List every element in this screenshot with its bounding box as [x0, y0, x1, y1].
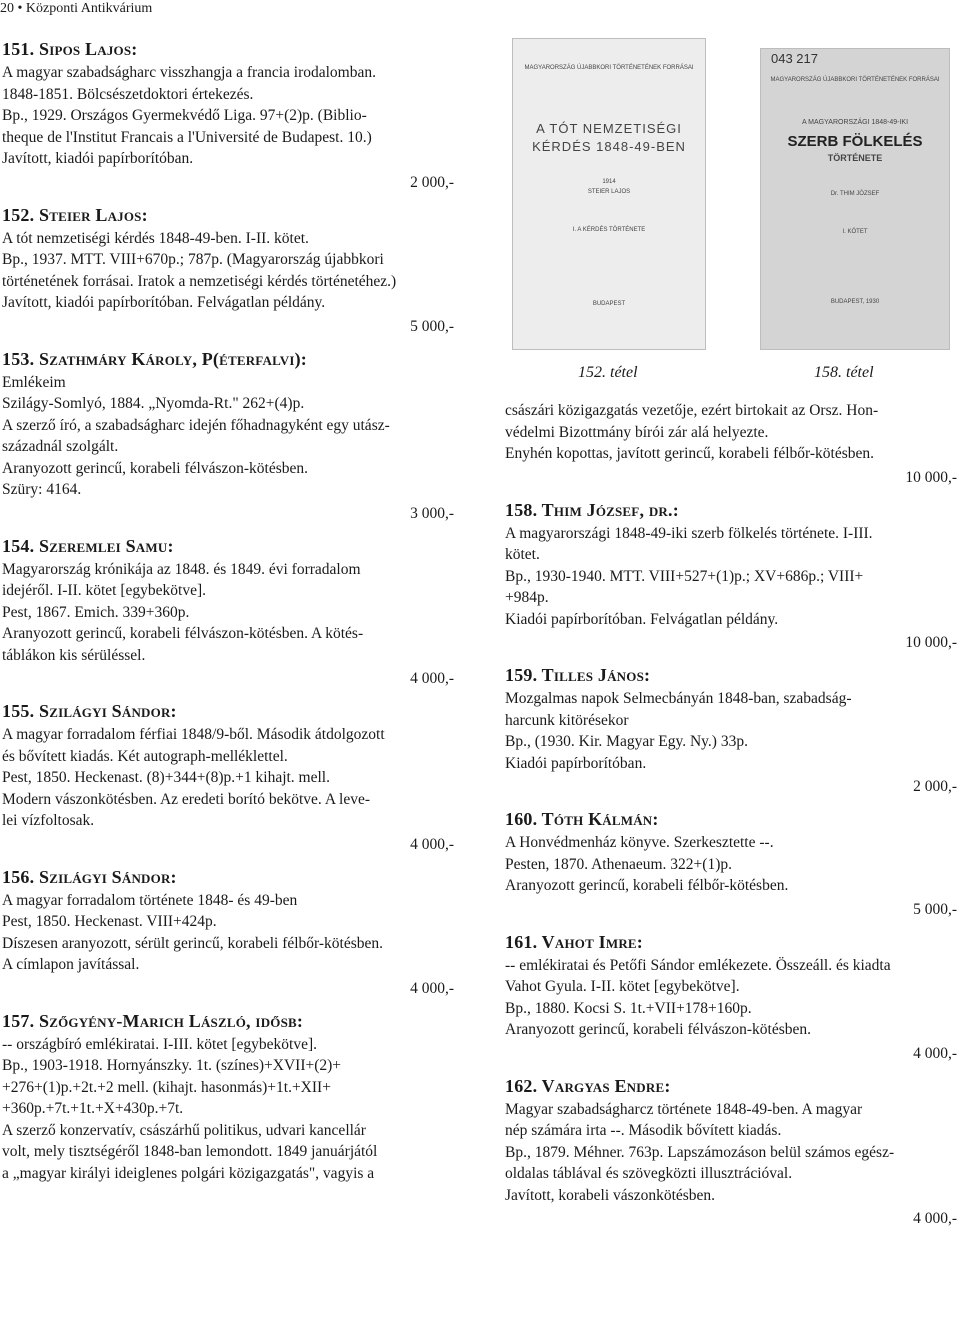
entry-title: 158. Thim József, dr.: — [505, 499, 679, 520]
entry-line: A címlapon javítással. — [2, 956, 140, 973]
entry-title: 162. Vargyas Endre: — [505, 1075, 671, 1096]
entry-line: oldalas táblával és szövegközti illusztrációval. — [505, 1165, 793, 1182]
book-cover-158 — [760, 48, 950, 350]
cover-place: BUDAPEST — [592, 301, 626, 307]
entry-line: Javított, korabeli vászonkötésben. — [505, 1186, 716, 1204]
entry-line: harcunk kitörésekor — [505, 711, 629, 729]
entry-line: Vahot Gyula. I-II. kötet [egybekötve]. — [505, 978, 740, 995]
entry-line: Bp., 1937. MTT. VIII+670p.; 787p. (Magyarország újabbkori — [2, 251, 384, 268]
entry-line: a „magyar királyi ideiglenes polgári közigazgatás", vagyis a — [2, 1164, 375, 1182]
entry-line: védelmi Bizottmány bírói zár alá helyezte. — [505, 423, 769, 441]
entry-line: A magyarországi 1848-49-iki szerb fölkelés története. I-III. — [505, 524, 873, 542]
entry-line: A tót nemzetiségi kérdés 1848-49-ben. I-II. kötet. — [2, 229, 309, 247]
catalog-entry — [2, 535, 454, 691]
cover-sub: I. A KÉRDÉS TÖRTÉNETE — [572, 227, 646, 233]
entry-line: Pest, 1867. Emich. 339+360p. — [2, 603, 190, 621]
entry-line: Pest, 1850. Heckenast. VIII+424p. — [2, 913, 217, 930]
entry-line: Pest, 1850. Heckenast. (8)+344+(8)p.+1 kihajt. mell. — [2, 769, 330, 786]
catalog-entry — [505, 499, 957, 655]
entry-title: 152. Steier Lajos: — [2, 204, 148, 225]
entry-line: A magyar forradalom története 1848- és 49-ben — [2, 891, 298, 909]
entry-line: nép számára irta --. Második bővített kiadás. — [505, 1122, 782, 1139]
entry-line: +984p. — [505, 589, 549, 606]
catalog-entry — [505, 400, 957, 489]
entry-price: 5 000,- — [913, 900, 957, 918]
entry-line: A magyar szabadságharc visszhangja a francia irodalomban. — [2, 64, 376, 81]
entry-line: történetének forrásai. Iratok a nemzetiségi kérdés történetéhez.) — [2, 272, 397, 290]
entry-line: kötet. — [505, 546, 540, 563]
left-column — [2, 38, 454, 1194]
entry-line: Szüry: 4164. — [2, 481, 82, 498]
entry-title: 157. Szőgyény-Marich László, idősb: — [2, 1010, 304, 1031]
entry-line: császári közigazgatás vezetője, ezért birtokait az Orsz. Hon- — [505, 402, 879, 419]
catalog-entry — [505, 931, 957, 1065]
entry-line: volt, mely tisztségéről 1848-ban lemondott. 1849 januárjától — [2, 1143, 378, 1160]
cover-title-1: SZERB FÖLKELÉS — [787, 133, 923, 150]
entry-line: Bp., (1930. Kir. Magyar Egy. Ny.) 33p. — [505, 733, 748, 750]
catalog-entry — [2, 38, 454, 194]
cover-title-2: TÖRTÉNETE — [827, 153, 883, 163]
cover-sub: I. KÖTET — [842, 229, 868, 235]
entry-line: A magyar forradalom férfiai 1848/9-ből. Második átdolgozott — [2, 726, 385, 743]
entry-line: A Honvédmenház könyve. Szerkesztette --. — [505, 834, 774, 851]
entry-line: Magyarország krónikája az 1848. és 1849. évi forradalom — [2, 560, 361, 578]
catalog-entry — [2, 1010, 454, 1185]
entry-line: Bp., 1929. Országos Gyermekvédő Liga. 97+(2)p. (Biblio- — [2, 107, 367, 124]
entry-price: 5 000,- — [410, 317, 454, 335]
caption-158: 158. tétel — [814, 364, 874, 381]
entry-line: Kiadói papírborítóban. Felvágatlan példány. — [505, 610, 779, 628]
entry-price: 4 000,- — [913, 1210, 957, 1227]
entry-line: Aranyozott gerincű, korabeli félvászon-kötésben. — [2, 459, 309, 477]
entry-price: 2 000,- — [410, 173, 454, 191]
entry-price: 4 000,- — [410, 835, 454, 853]
entry-line: Bp., 1930-1940. MTT. VIII+527+(1)p.; XV+686p.; VIII+ — [505, 567, 864, 585]
entry-line: Mozgalmas napok Selmecbányán 1848-ban, szabadság- — [505, 690, 852, 707]
entry-line: -- emlékiratai és Petőfi Sándor emlékezete. Összeáll. és kiadta — [505, 956, 891, 974]
entry-line: 1848-1851. Bölcsészetdoktori értekezés. — [2, 85, 254, 103]
catalog-entry — [2, 348, 454, 525]
cover-title-1: A TÓT NEMZETISÉGI — [536, 121, 682, 136]
entry-line: Díszesen aranyozott, sérült gerincű, korabeli félbőr-kötésben. — [2, 934, 384, 952]
entry-line: Kiadói papírborítóban. — [505, 754, 647, 772]
catalog-entry — [2, 204, 454, 338]
right-column — [505, 400, 957, 1240]
cover-author: STEIER LAJOS — [587, 189, 631, 195]
entry-line: Enyhén kopottas, javított gerincű, korabeli félbőr-kötésben. — [505, 445, 875, 462]
cover-title-0: A MAGYARORSZÁGI 1848-49-IKI — [801, 119, 909, 126]
entry-price: 4 000,- — [410, 979, 454, 997]
entry-price: 10 000,- — [905, 468, 957, 486]
catalog-entry — [505, 1075, 957, 1231]
entry-price: 3 000,- — [410, 504, 454, 522]
entry-line: +360p.+7t.+1t.+X+430p.+7t. — [2, 1100, 184, 1117]
cover-author: Dr. THIM JÓZSEF — [830, 191, 880, 197]
cover-series: MAGYARORSZÁG ÚJABBKORI TÖRTÉNETÉNEK FORRÁSAI — [770, 77, 940, 83]
caption-152: 152. tétel — [578, 364, 638, 381]
entry-title: 154. Szeremlei Samu: — [2, 535, 174, 556]
catalog-entry — [505, 808, 957, 921]
entry-line: Emlékeim — [2, 373, 66, 391]
cover-series: MAGYARORSZÁG ÚJABBKORI TÖRTÉNETÉNEK FORRÁSAI — [524, 65, 694, 71]
entry-line: Aranyozott gerincű, korabeli félbőr-kötésben. — [505, 877, 789, 894]
cover-year: 1914 — [602, 179, 616, 185]
book-cover-152 — [512, 38, 706, 350]
entry-line: Modern vászonkötésben. Az eredeti borító bekötve. A leve- — [2, 790, 371, 808]
entry-title: 151. Sipos Lajos: — [2, 39, 138, 59]
entry-line: theque de l'Institut Francais a l'Université de Budapest. 10.) — [2, 128, 372, 146]
entry-line: Bp., 1880. Kocsi S. 1t.+VII+178+160p. — [505, 999, 752, 1017]
entry-title: 155. Szilágyi Sándor: — [2, 701, 177, 721]
book-images — [506, 38, 960, 388]
entry-line: idejéről. I-II. kötet [egybekötve]. — [2, 582, 206, 599]
entry-price: 4 000,- — [410, 670, 454, 687]
entry-line: Szilágy-Somlyó, 1884. „Nyomda-Rt." 262+(4)p. — [2, 395, 305, 412]
entry-line: századnál szolgált. — [2, 438, 119, 455]
catalog-entry — [2, 700, 454, 856]
page-header: 20 • Központi Antikvárium — [0, 1, 153, 16]
entry-price: 10 000,- — [905, 634, 957, 651]
entry-line: +276+(1)p.+2t.+2 mell. (kihajt. hasonmás)+1t.+XII+ — [2, 1078, 331, 1096]
entry-line: Javított, kiadói papírborítóban. Felvágatlan példány. — [2, 294, 326, 311]
entry-line: Aranyozott gerincű, korabeli félvászon-kötésben. — [505, 1021, 812, 1038]
entry-title: 156. Szilágyi Sándor: — [2, 866, 177, 887]
entry-line: Bp., 1903-1918. Hornyánszky. 1t. (színes)+XVII+(2)+ — [2, 1057, 342, 1074]
entry-line: Pesten, 1870. Athenaeum. 322+(1)p. — [505, 855, 732, 873]
catalog-entry — [2, 866, 454, 1000]
catalog-entry — [505, 664, 957, 798]
entry-price: 2 000,- — [913, 778, 957, 795]
entry-title: 159. Tilles János: — [505, 665, 651, 685]
entry-line: A szerző író, a szabadságharc idején főhadnagyként egy utász- — [2, 416, 390, 434]
entry-line: Magyar szabadságharcz története 1848-49-ben. A magyar — [505, 1100, 863, 1118]
entry-price: 4 000,- — [913, 1044, 957, 1062]
entry-line: Aranyozott gerincű, korabeli félvászon-kötésben. A kötés- — [2, 625, 364, 642]
entry-line: és bővített kiadás. Két autograph-melléklettel. — [2, 747, 288, 765]
entry-title: 153. Szathmáry Károly, P(éterfalvi): — [2, 348, 307, 369]
entry-line: -- országbíró emlékiratai. I-III. kötet [egybekötve]. — [2, 1035, 318, 1053]
cover-handwritten: 043 217 — [771, 51, 818, 66]
cover-place: BUDAPEST, 1930 — [830, 299, 880, 305]
entry-line: Bp., 1879. Méhner. 763p. Lapszámozáson belül számos egész- — [505, 1143, 895, 1161]
cover-title-2: KÉRDÉS 1848-49-BEN — [532, 139, 686, 154]
entry-line: Javított, kiadói papírborítóban. — [2, 150, 194, 167]
entry-title: 160. Tóth Kálmán: — [505, 809, 659, 829]
entry-line: lei vízfoltosak. — [2, 812, 95, 829]
entry-title: 161. Vahot Imre: — [505, 931, 643, 952]
entry-line: táblákon kis sérüléssel. — [2, 646, 146, 664]
entry-line: A szerző konzervatív, császárhű politikus, udvari kancellár — [2, 1121, 366, 1139]
